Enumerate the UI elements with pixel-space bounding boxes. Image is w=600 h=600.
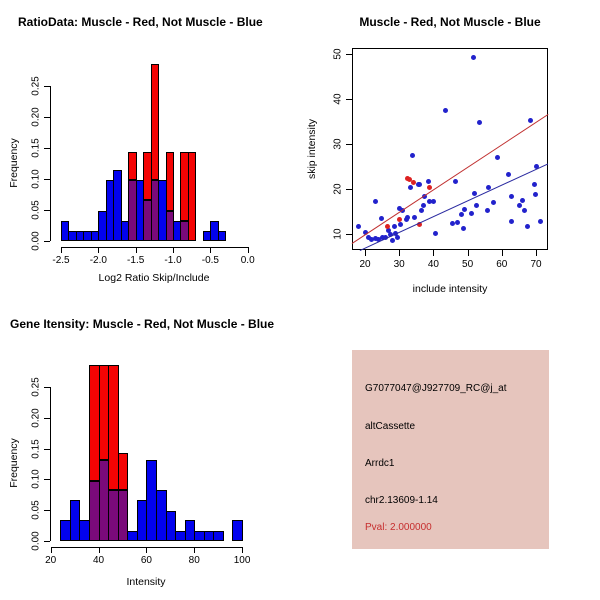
scatter-point-blue xyxy=(453,179,458,184)
y-axis-tick-label: 20 xyxy=(332,183,344,195)
y-axis-tick xyxy=(346,234,352,235)
x-axis-tick-label: 20 xyxy=(45,555,57,566)
y-axis-tick-label: 0.10 xyxy=(30,169,42,189)
scatter-point-blue xyxy=(443,108,448,113)
x-axis-tick xyxy=(61,247,62,253)
x-axis-tick-label: 20 xyxy=(359,259,371,270)
x-axis-tick-label: -2.5 xyxy=(52,255,70,266)
hist-bar-red-segment xyxy=(118,453,129,490)
y-axis-line xyxy=(50,86,51,241)
y-axis-tick xyxy=(346,144,352,145)
y-axis-tick-label: 0.25 xyxy=(30,76,42,96)
scatter-point-blue xyxy=(461,226,466,231)
scatter-point-blue xyxy=(433,231,438,236)
scatter-point-blue xyxy=(509,219,514,224)
x-axis-tick xyxy=(146,547,147,553)
scatter-point-blue xyxy=(522,208,527,213)
scatter-point-blue xyxy=(408,185,413,190)
scatter-point-blue xyxy=(450,221,455,226)
y-axis-tick-label: 40 xyxy=(332,93,344,105)
scatter-point-blue xyxy=(426,179,431,184)
scatter-point-blue xyxy=(477,120,482,125)
scatter-point-blue xyxy=(395,235,400,240)
y-axis-tick-label: 30 xyxy=(332,138,344,150)
y-axis-tick xyxy=(44,449,50,450)
scatter-point-blue xyxy=(474,203,479,208)
y-axis-tick xyxy=(44,117,50,118)
y-axis-tick-label: 0.00 xyxy=(30,530,42,551)
probe-id-text: G7077047@J927709_RC@j_at xyxy=(365,383,507,394)
scatter-title: Muscle - Red, Not Muscle - Blue xyxy=(359,15,541,29)
x-axis-tick xyxy=(242,547,243,553)
hist-bar-red-segment xyxy=(128,152,136,180)
hist2-yaxis-label: Frequency xyxy=(8,438,20,488)
x-axis-tick xyxy=(98,247,99,253)
x-axis-tick xyxy=(365,250,366,256)
hist-bar-red-segment xyxy=(188,152,196,241)
x-axis-tick-label: 40 xyxy=(427,259,439,270)
scatter-point-red xyxy=(385,224,390,229)
scatter-yaxis-label: skip intensity xyxy=(306,118,318,180)
y-axis-tick-label: 50 xyxy=(332,48,344,60)
x-axis-tick-label: -1.0 xyxy=(164,255,182,266)
scatter-point-blue xyxy=(373,199,378,204)
y-axis-tick xyxy=(44,148,50,149)
y-axis-tick-label: 0.05 xyxy=(30,200,42,220)
scatter-xaxis-label: include intensity xyxy=(412,283,488,295)
x-axis-tick-label: -2.0 xyxy=(89,255,107,266)
y-axis-tick-label: 0.15 xyxy=(30,138,42,158)
x-axis-tick xyxy=(248,247,249,253)
x-axis-tick xyxy=(210,247,211,253)
scatter-point-blue xyxy=(405,215,410,220)
hist1-xaxis-label: Log2 Ratio Skip/Include xyxy=(98,272,210,284)
scatter-point-red xyxy=(411,180,416,185)
x-axis-tick-label: 100 xyxy=(233,555,251,566)
scatter-point-blue xyxy=(455,220,460,225)
y-axis-tick-label: 0.20 xyxy=(30,408,42,428)
y-axis-tick-label: 10 xyxy=(332,228,344,240)
x-axis-tick-label: -0.5 xyxy=(201,255,219,266)
x-axis-tick xyxy=(51,547,52,553)
scatter-point-blue xyxy=(533,192,538,197)
y-axis-tick xyxy=(44,479,50,480)
y-axis-line xyxy=(50,387,51,540)
y-axis-tick-label: 0.20 xyxy=(30,107,42,127)
hist1-title: RatioData: Muscle - Red, Not Muscle - Blue xyxy=(18,15,263,29)
y-axis-tick xyxy=(44,241,50,242)
scatter-point-blue xyxy=(462,207,467,212)
x-axis-tick xyxy=(173,247,174,253)
probe-info-panel xyxy=(352,350,549,549)
y-axis-tick xyxy=(44,210,50,211)
x-axis-tick-label: 40 xyxy=(92,555,105,566)
chromosome-text: chr2.13609-1.14 xyxy=(365,495,438,506)
x-axis-tick xyxy=(536,250,537,256)
y-axis-tick-label: 0.10 xyxy=(30,469,42,490)
y-axis-tick xyxy=(346,54,352,55)
hist-bar-red-segment xyxy=(151,64,159,181)
y-axis-tick-label: 0.05 xyxy=(30,500,42,520)
y-axis-tick xyxy=(44,86,50,87)
y-axis-tick xyxy=(44,179,50,180)
x-axis-tick xyxy=(399,250,400,256)
scatter-point-blue xyxy=(525,224,530,229)
gene-name-text: Arrdc1 xyxy=(365,458,395,469)
x-axis-tick xyxy=(502,250,503,256)
y-axis-tick xyxy=(346,99,352,100)
x-axis-tick-label: -1.5 xyxy=(127,255,145,266)
x-axis-tick xyxy=(194,547,195,553)
hist-bar-red-segment xyxy=(166,152,174,210)
hist2-xaxis-label: Intensity xyxy=(126,576,166,588)
hist1-yaxis-label: Frequency xyxy=(8,138,20,188)
y-axis-tick-label: 0.25 xyxy=(30,377,42,398)
y-axis-tick-label: 0.15 xyxy=(30,438,42,459)
scatter-point-blue xyxy=(356,224,361,229)
y-axis-tick xyxy=(44,541,50,542)
y-axis-tick xyxy=(44,510,50,511)
hist-bar-blue-segment xyxy=(213,531,224,541)
x-axis-tick-label: 50 xyxy=(462,259,474,270)
y-axis-tick-label: 0.00 xyxy=(30,231,42,251)
x-axis-tick-label: 80 xyxy=(188,555,200,566)
scatter-point-blue xyxy=(469,211,474,216)
scatter-point-blue xyxy=(421,203,426,208)
scatter-point-blue xyxy=(459,212,464,217)
y-axis-tick xyxy=(346,189,352,190)
pval-text: Pval: 2.000000 xyxy=(365,522,432,533)
scatter-point-blue xyxy=(392,224,397,229)
scatter-point-blue xyxy=(390,238,395,243)
x-axis-tick-label: 60 xyxy=(496,259,508,270)
x-axis-tick xyxy=(433,250,434,256)
x-axis-line xyxy=(61,247,248,248)
x-axis-tick-label: 0.0 xyxy=(240,255,255,266)
x-axis-tick-label: 60 xyxy=(140,555,152,566)
scatter-point-blue xyxy=(509,194,514,199)
hist-bar-blue-segment xyxy=(218,231,226,241)
splice-type-text: altCassette xyxy=(365,421,416,432)
scatter-point-blue xyxy=(520,198,525,203)
scatter-point-blue xyxy=(517,203,522,208)
scatter-point-blue xyxy=(491,200,496,205)
x-axis-tick xyxy=(136,247,137,253)
y-axis-tick xyxy=(44,418,50,419)
hist2-title: Gene Itensity: Muscle - Red, Not Muscle - Blue xyxy=(10,317,275,331)
x-axis-tick-label: 30 xyxy=(393,259,405,270)
x-axis-tick xyxy=(99,547,100,553)
x-axis-tick xyxy=(468,250,469,256)
scatter-point-blue xyxy=(379,216,384,221)
hist-bar-blue-segment xyxy=(232,520,243,540)
y-axis-tick xyxy=(44,387,50,388)
x-axis-tick-label: 70 xyxy=(530,259,542,270)
